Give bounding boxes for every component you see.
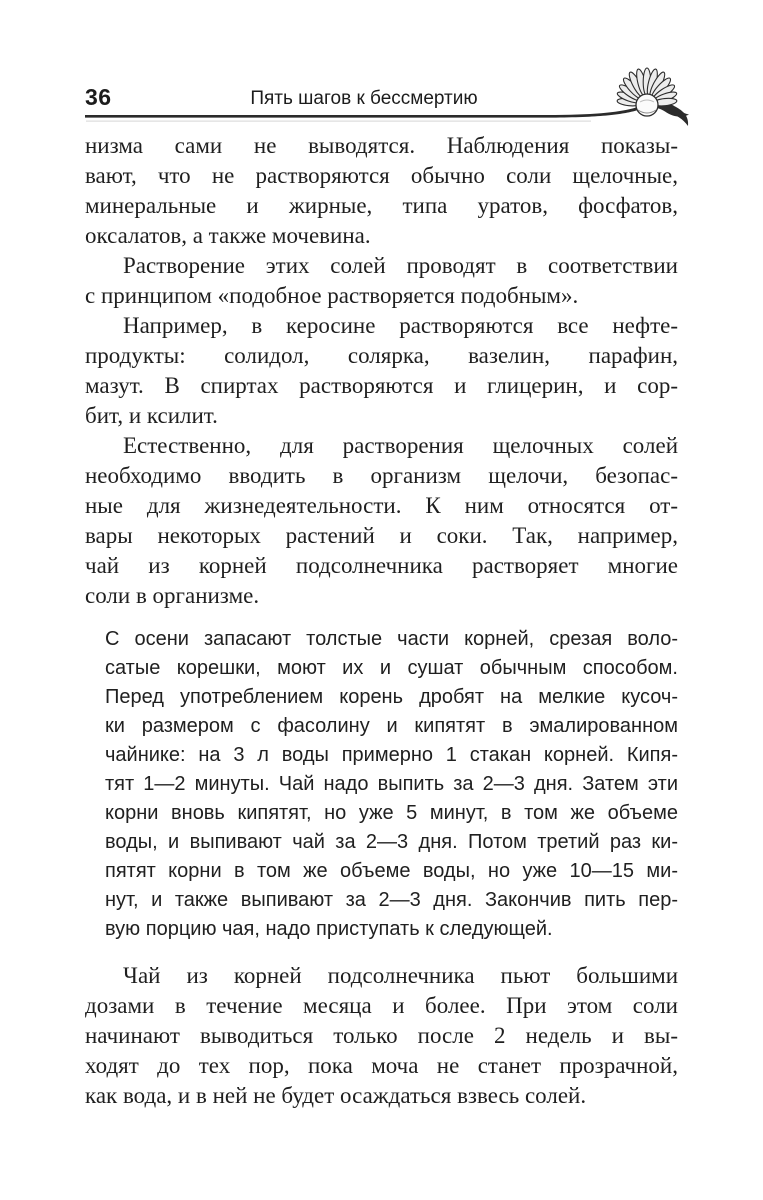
text-line: необходимо вводить в организм щелочи, безопас- [85,463,678,488]
text-line: ходят до тех пор, пока моча не станет прозрачной, [85,1053,678,1078]
text-line: с принципом «подобное растворяется подобным». [85,283,579,308]
text-line: оксалатов, а также мочевина. [85,223,371,248]
text-line: Перед употреблением корень дробят на мелкие кусоч- [105,686,678,708]
text-line: вую порцию чая, надо приступать к следующей. [105,918,553,940]
paragraph [85,131,678,251]
text-line: воды, и выпивают чай за 2—3 дня. Потом третий раз ки- [105,831,678,853]
text-line: мазут. В спиртах растворяются и глицерин, и сор- [85,373,678,398]
paragraph [85,311,678,431]
text-line: минеральные и жирные, типа уратов, фосфатов, [85,193,678,218]
page-number: 36 [85,84,112,110]
paragraph [85,251,678,311]
text-line: дозами в течение месяца и более. При этом соли [85,993,678,1018]
text-line: соли в организме. [85,583,260,608]
text-line: как вода, и в ней не будет осаждаться взвесь солей. [85,1083,587,1108]
text-line: Чай из корней подсолнечника пьют большими [123,963,678,988]
running-title: Пять шагов к бессмертию [250,88,478,109]
text-line: нут, и также выпивают за 2—3 дня. Закончив пить пер- [105,889,678,911]
blockquote [105,625,678,944]
text-line: продукты: солидол, солярка, вазелин, парафин, [85,343,678,368]
page-body [85,131,678,1111]
text-line: сатые корешки, моют их и сушат обычным способом. [105,657,678,679]
text-line: ки размером с фасолину и кипятят в эмалированном [105,715,678,737]
text-line: пятят корни в том же объеме воды, но уже 10—15 ми- [105,860,678,882]
text-line: вают, что не растворяются обычно соли щелочные, [85,163,678,188]
text-line: ные для жизнедеятельности. К ним относятся от- [85,493,678,518]
paragraph [85,431,678,611]
text-line: С осени запасают толстые части корней, срезая воло- [105,628,678,650]
text-line: чай из корней подсолнечника растворяет многие [85,553,678,578]
text-line: Естественно, для растворения щелочных солей [123,433,678,458]
text-line: бит, и ксилит. [85,403,218,428]
text-line: тят 1—2 минуты. Чай надо выпить за 2—3 дня. Затем эти [105,773,678,795]
text-line: Например, в керосине растворяются все нефте- [123,313,678,338]
text-line: Растворение этих солей проводят в соответствии [123,253,678,278]
page-header [0,0,763,133]
sunflower-icon [0,55,763,135]
text-line: чайнике: на 3 л воды примерно 1 стакан корней. Кипя- [105,744,678,766]
paragraph [85,961,678,1111]
text-line: корни вновь кипятят, но уже 5 минут, в том же объеме [105,802,678,824]
text-line: начинают выводиться только после 2 недель и вы- [85,1023,678,1048]
text-line: низма сами не выводятся. Наблюдения показы- [85,133,678,158]
text-line: вары некоторых растений и соки. Так, например, [85,523,678,548]
